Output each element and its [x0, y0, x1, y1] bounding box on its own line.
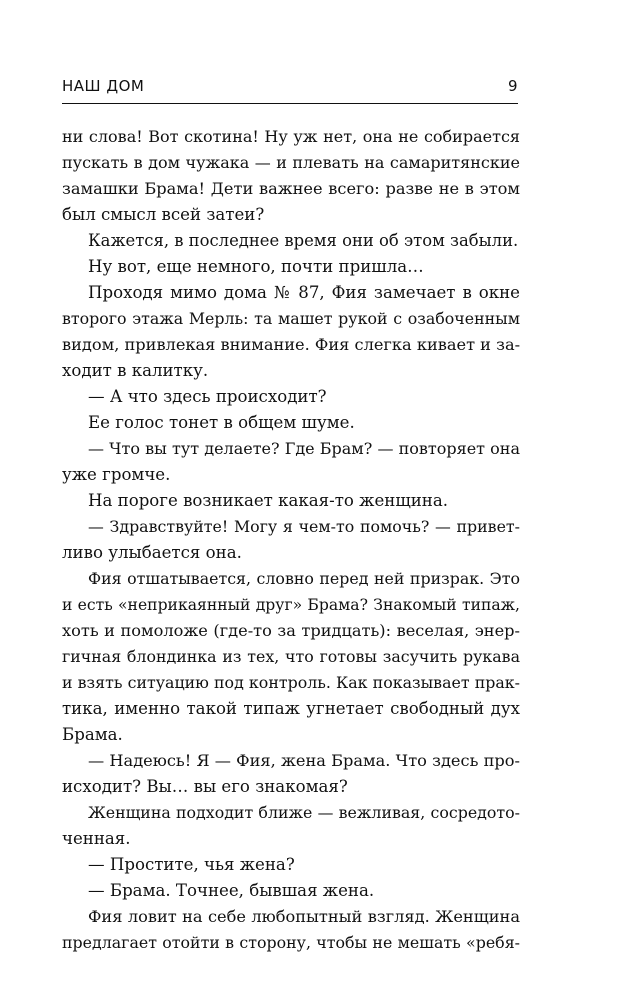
text-line: Кажется, в последнее время они об этом забыли.	[88, 231, 519, 250]
text-line: видом, привлекая внимание. Фия слегка кивает и за-	[62, 335, 520, 354]
body-text	[62, 124, 520, 956]
text-line: пускать в дом чужака — и плевать на самаритянские	[62, 153, 520, 172]
text-line: — Брама. Точнее, бывшая жена.	[88, 881, 375, 900]
text-line: тика, именно такой типаж угнетает свободный дух	[62, 699, 520, 718]
text-line: — А что здесь происходит?	[88, 387, 327, 406]
chapter-title: НАШ ДОМ	[62, 77, 145, 95]
page-number: 9	[507, 77, 518, 95]
text-line: хоть и помоложе (где-то за тридцать): веселая, энер-	[62, 621, 520, 640]
text-line: гичная блондинка из тех, что готовы засучить рукава	[62, 647, 520, 666]
text-line: ченная.	[62, 829, 131, 848]
text-line: ливо улыбается она.	[62, 543, 242, 562]
text-line: — Здравствуйте! Могу я чем-то помочь? — привет-	[88, 517, 520, 536]
header-rule	[62, 103, 518, 104]
text-line: и есть «неприкаянный друг» Брама? Знакомый типаж,	[62, 596, 520, 614]
text-line: ни слова! Вот скотина! Ну уж нет, она не собирается	[62, 127, 520, 146]
text-line: ходит в калитку.	[62, 361, 209, 380]
text-line: — Простите, чья жена?	[88, 855, 295, 874]
text-line: замашки Брама! Дети важнее всего: разве не в этом	[62, 179, 520, 198]
text-line: Фия ловит на себе любопытный взгляд. Женщина	[88, 907, 520, 926]
text-line: второго этажа Мерль: та машет рукой с озабоченным	[62, 309, 520, 328]
text-line: Брама.	[62, 725, 123, 744]
text-line: и взять ситуацию под контроль. Как показывает прак-	[62, 673, 520, 692]
text-line: исходит? Вы… вы его знакомая?	[62, 777, 348, 796]
text-line: был смысл всей затеи?	[62, 205, 265, 224]
text-line: Женщина подходит ближе — вежливая, сосредото-	[88, 803, 520, 822]
text-line: Фия отшатывается, словно перед ней призрак. Это	[88, 569, 520, 588]
running-head	[62, 77, 518, 99]
text-line: — Что вы тут делаете? Где Брам? — повторяет она	[88, 439, 520, 458]
text-line: — Надеюсь! Я — Фия, жена Брама. Что здесь про-	[88, 751, 520, 770]
text-line: Проходя мимо дома № 87, Фия замечает в окне	[88, 283, 520, 302]
text-line: На пороге возникает какая-то женщина.	[88, 491, 449, 510]
text-line: Ее голос тонет в общем шуме.	[88, 413, 355, 432]
text-line: Ну вот, еще немного, почти пришла…	[88, 257, 424, 276]
text-line: предлагает отойти в сторону, чтобы не мешать «ребя-	[62, 933, 520, 952]
text-line: уже громче.	[62, 465, 171, 484]
